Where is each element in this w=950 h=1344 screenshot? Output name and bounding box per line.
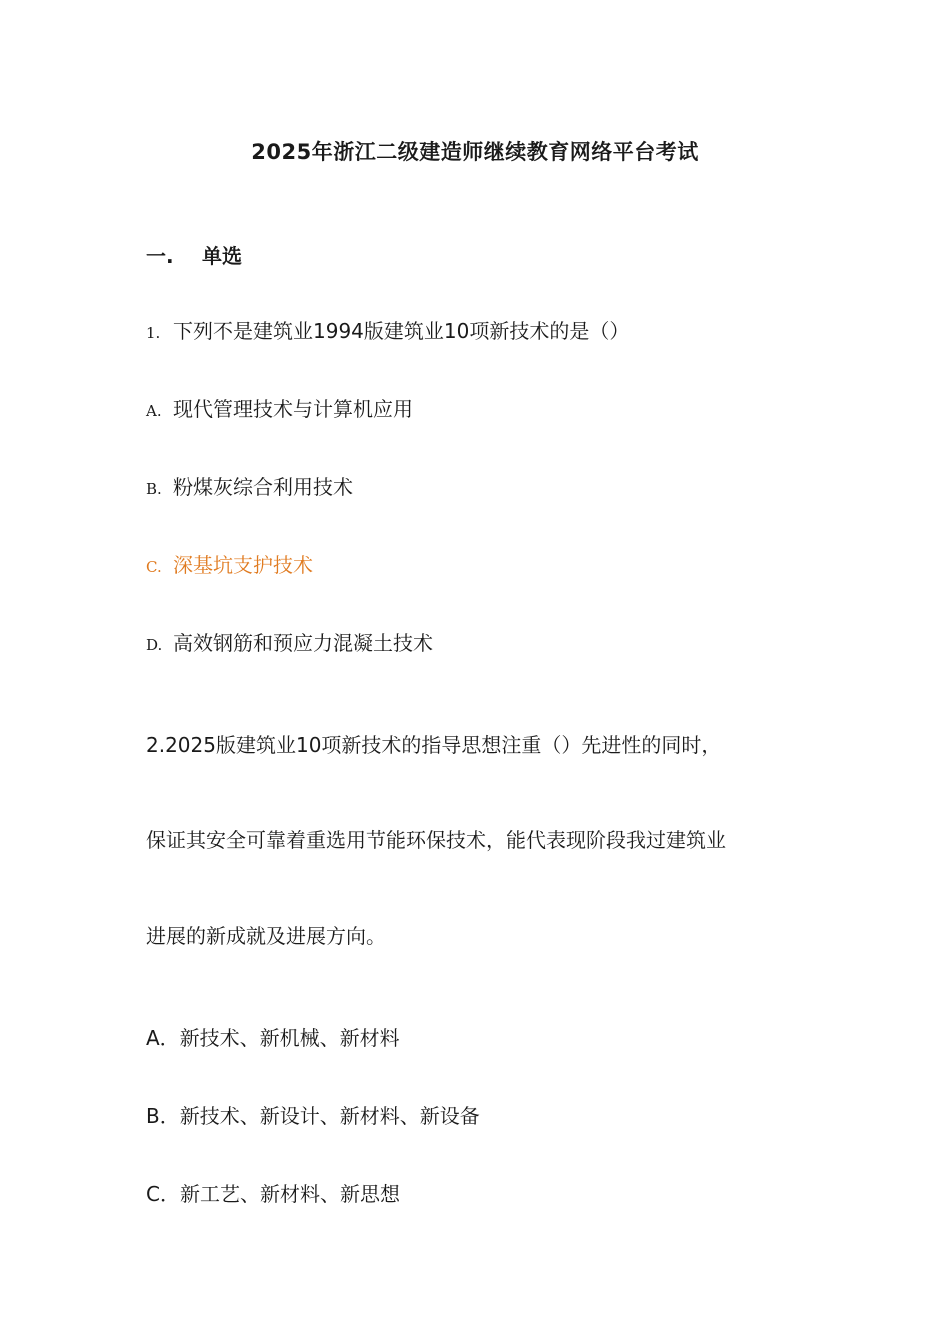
question-2-option-b: B．新技术、新设计、新材料、新设备 — [146, 1104, 480, 1128]
question-1-option-d — [146, 629, 433, 659]
question-1-option-b — [146, 473, 353, 503]
option-text: 高效钢筋和预应力混凝土技术 — [173, 631, 433, 655]
question-2-line-3: 进展的新成就及进展方向。 — [146, 924, 386, 948]
option-text: 深基坑支护技术 — [173, 553, 313, 577]
option-text: 粉煤灰综合利用技术 — [173, 475, 353, 499]
question-2-line-1: 2.2025版建筑业10项新技术的指导思想注重（）先进性的同时， — [146, 733, 722, 757]
question-2-option-c: C．新工艺、新材料、新思想 — [146, 1182, 400, 1206]
question-1-number: 1. — [146, 324, 161, 342]
question-1-option-c-answer — [146, 551, 313, 581]
question-2-option-a: A．新技术、新机械、新材料 — [146, 1026, 400, 1050]
option-letter: D. — [146, 636, 163, 654]
option-letter: A. — [146, 402, 162, 420]
document-title: 2025年浙江二级建造师继续教育网络平台考试 — [251, 140, 699, 164]
option-letter: B. — [146, 480, 162, 498]
section-heading — [146, 240, 242, 269]
question-1 — [146, 317, 629, 347]
option-letter: C. — [146, 558, 162, 576]
question-1-text: 下列不是建筑业1994版建筑业10项新技术的是（） — [173, 319, 630, 343]
question-2-line-2: 保证其安全可靠着重选用节能环保技术，能代表现阶段我过建筑业 — [146, 828, 726, 852]
section-label: 单选 — [202, 244, 242, 268]
option-text: 现代管理技术与计算机应用 — [173, 397, 413, 421]
section-number: 一. — [146, 244, 174, 268]
question-1-option-a — [146, 395, 413, 425]
